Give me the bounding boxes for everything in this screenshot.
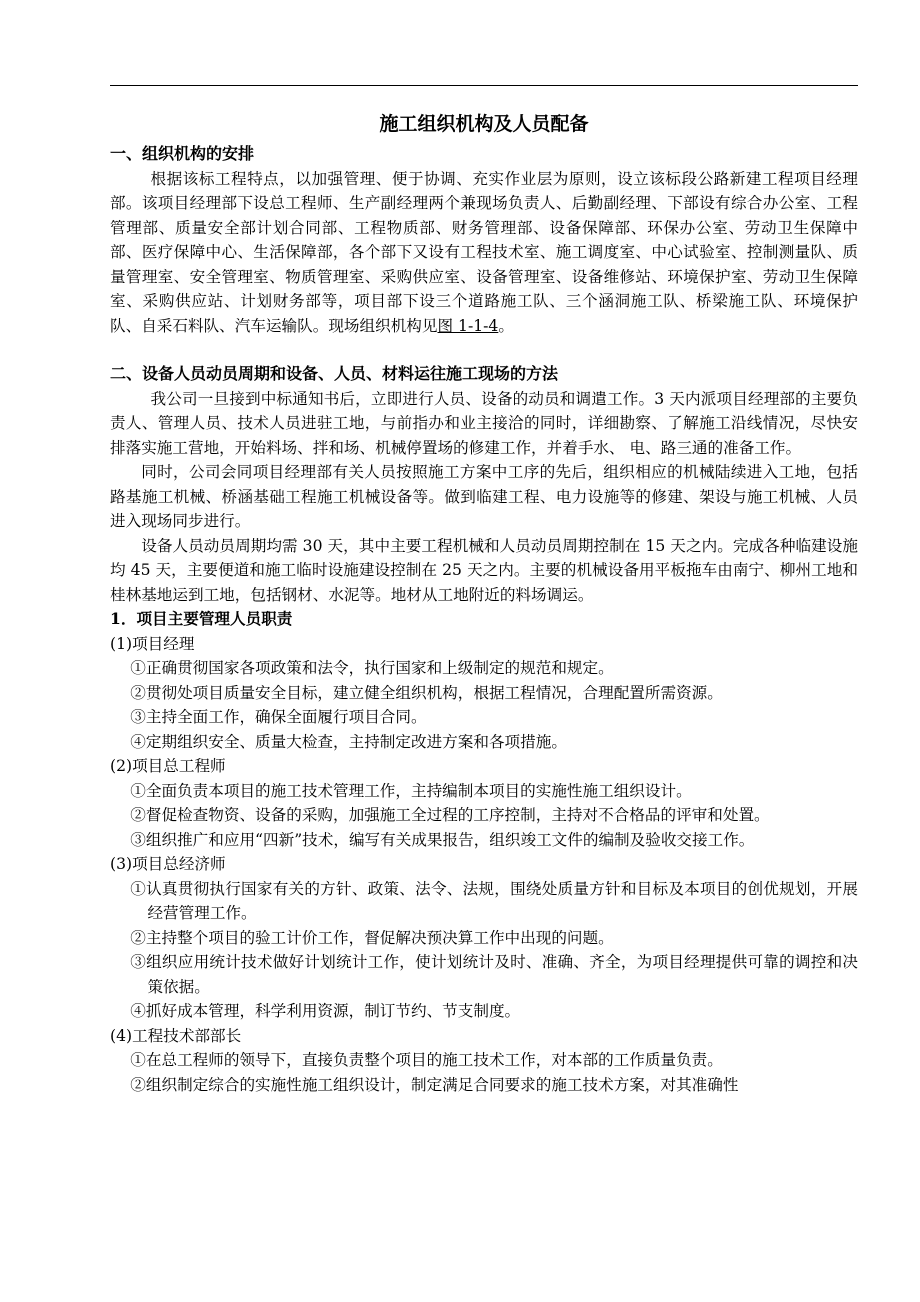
list-item: ③组织应用统计技术做好计划统计工作，使计划统计及时、准确、齐全，为项目经理提供可靠的调控和决策依据。 <box>130 953 858 996</box>
list-item: ①正确贯彻国家各项政策和法令，执行国家和上级制定的规范和规定。 <box>130 659 614 677</box>
list-item: ③主持全面工作，确保全面履行项目合同。 <box>130 708 427 726</box>
section-heading-mobilization: 二、设备人员动员周期和设备、人员、材料运往施工现场的方法 <box>110 364 559 383</box>
document-body <box>110 106 858 1097</box>
list-item: ①全面负责本项目的施工技术管理工作，主持编制本项目的实施性施工组织设计。 <box>130 781 692 800</box>
list-item: ②督促检查物资、设备的采购，加强施工全过程的工序控制，主持对不合格品的评审和处置。 <box>130 806 770 824</box>
mobilization-paragraph-1: 我公司一旦接到中标通知书后，立即进行人员、设备的动员和调遣工作。3 天内派项目经理部的主要负责人、管理人员、技术人员进驻工地，与前指办和业主接洽的同时，详细勘察、了解施工沿线情况，尽快安排落实施工营地，开始料场、拌和场、机械停置场的修建工作，并着手水、 电、路三通的准备工作。 <box>110 389 858 457</box>
organization-paragraph-end: 。 <box>498 316 514 335</box>
document-title: 施工组织机构及人员配备 <box>379 113 589 135</box>
list-item: ②组织制定综合的实施性施工组织设计，制定满足合同要求的施工技术方案，对其准确性 <box>130 1075 739 1094</box>
organization-paragraph-text: 根据该标工程特点，以加强管理、便于协调、充实作业层为原则，设立该标段公路新建工程项目经理部。该项目经理部下设总工程师、生产副经理两个兼现场负责人、后勤副经理、下部设有综合办公室、工程管理部、质量安全部计划合同部、工程物质部、财务管理部、设备保障部、环保办公室、劳动卫生保障中部、医疗保障中心、生活保障部，各个部下又设有工程技术室、施工调度室、中心试验室、控制测量队、质量管理室、安全管理室、物质管理室、采购供应室、设备管理室、设备维修站、环境保护室、劳动卫生保障室、采购供应站、计划财务部等，项目部下设三个道路施工队、三个涵洞施工队、桥梁施工队、环境保护队、自采石料队、汽车运输队。现场组织机构见 <box>110 169 858 335</box>
figure-reference-link[interactable]: 图 1-1-4 <box>437 316 499 335</box>
role-title-chief-engineer: (2)项目总工程师 <box>110 757 226 775</box>
mobilization-paragraph-3: 设备人员动员周期均需 30 天，其中主要工程机械和人员动员周期控制在 15 天之内。完成各种临建设施均 45 天，主要便道和施工临时设施建设控制在 25 天之内。主要的机械设备用平板拖车由南宁、柳州工地和桂林基地运到工地，包括钢材、水泥等。地材从工地附近的料场调运。 <box>110 536 858 604</box>
role-title-engineering-head: (4)工程技术部部长 <box>110 1026 242 1045</box>
list-item: ②主持整个项目的验工计价工作，督促解决预决算工作中出现的问题。 <box>130 928 614 947</box>
header-rule <box>110 85 858 86</box>
section-heading-responsibilities: 1．项目主要管理人员职责 <box>110 609 293 628</box>
list-item: ④抓好成本管理，科学利用资源，制订节约、节支制度。 <box>130 1002 521 1020</box>
role-title-chief-economist: (3)项目总经济师 <box>110 855 226 873</box>
list-item: ②贯彻处项目质量安全目标，建立健全组织机构，根据工程情况，合理配置所需资源。 <box>130 683 723 702</box>
list-item: ①在总工程师的领导下，直接负责整个项目的施工技术工作，对本部的工作质量负责。 <box>130 1051 723 1069</box>
mobilization-paragraph-2: 同时，公司会同项目经理部有关人员按照施工方案中工序的先后，组织相应的机械陆续进入工地，包括路基施工机械、桥涵基础工程施工机械设备等。做到临建工程、电力设施等的修建、架设与施工机械、人员进入现场同步进行。 <box>110 463 858 530</box>
organization-paragraph <box>110 167 858 339</box>
list-item: ③组织推广和应用“四新”技术，编写有关成果报告，组织竣工文件的编制及验收交接工作。 <box>130 830 755 849</box>
list-item: ①认真贯彻执行国家有关的方针、政策、法令、法规，围绕处质量方针和目标及本项目的创优规划，开展经营管理工作。 <box>130 879 858 922</box>
role-title-project-manager: (1)项目经理 <box>110 634 195 653</box>
list-item: ④定期组织安全、质量大检查，主持制定改进方案和各项措施。 <box>130 732 567 751</box>
section-heading-organization: 一、组织机构的安排 <box>110 144 255 163</box>
